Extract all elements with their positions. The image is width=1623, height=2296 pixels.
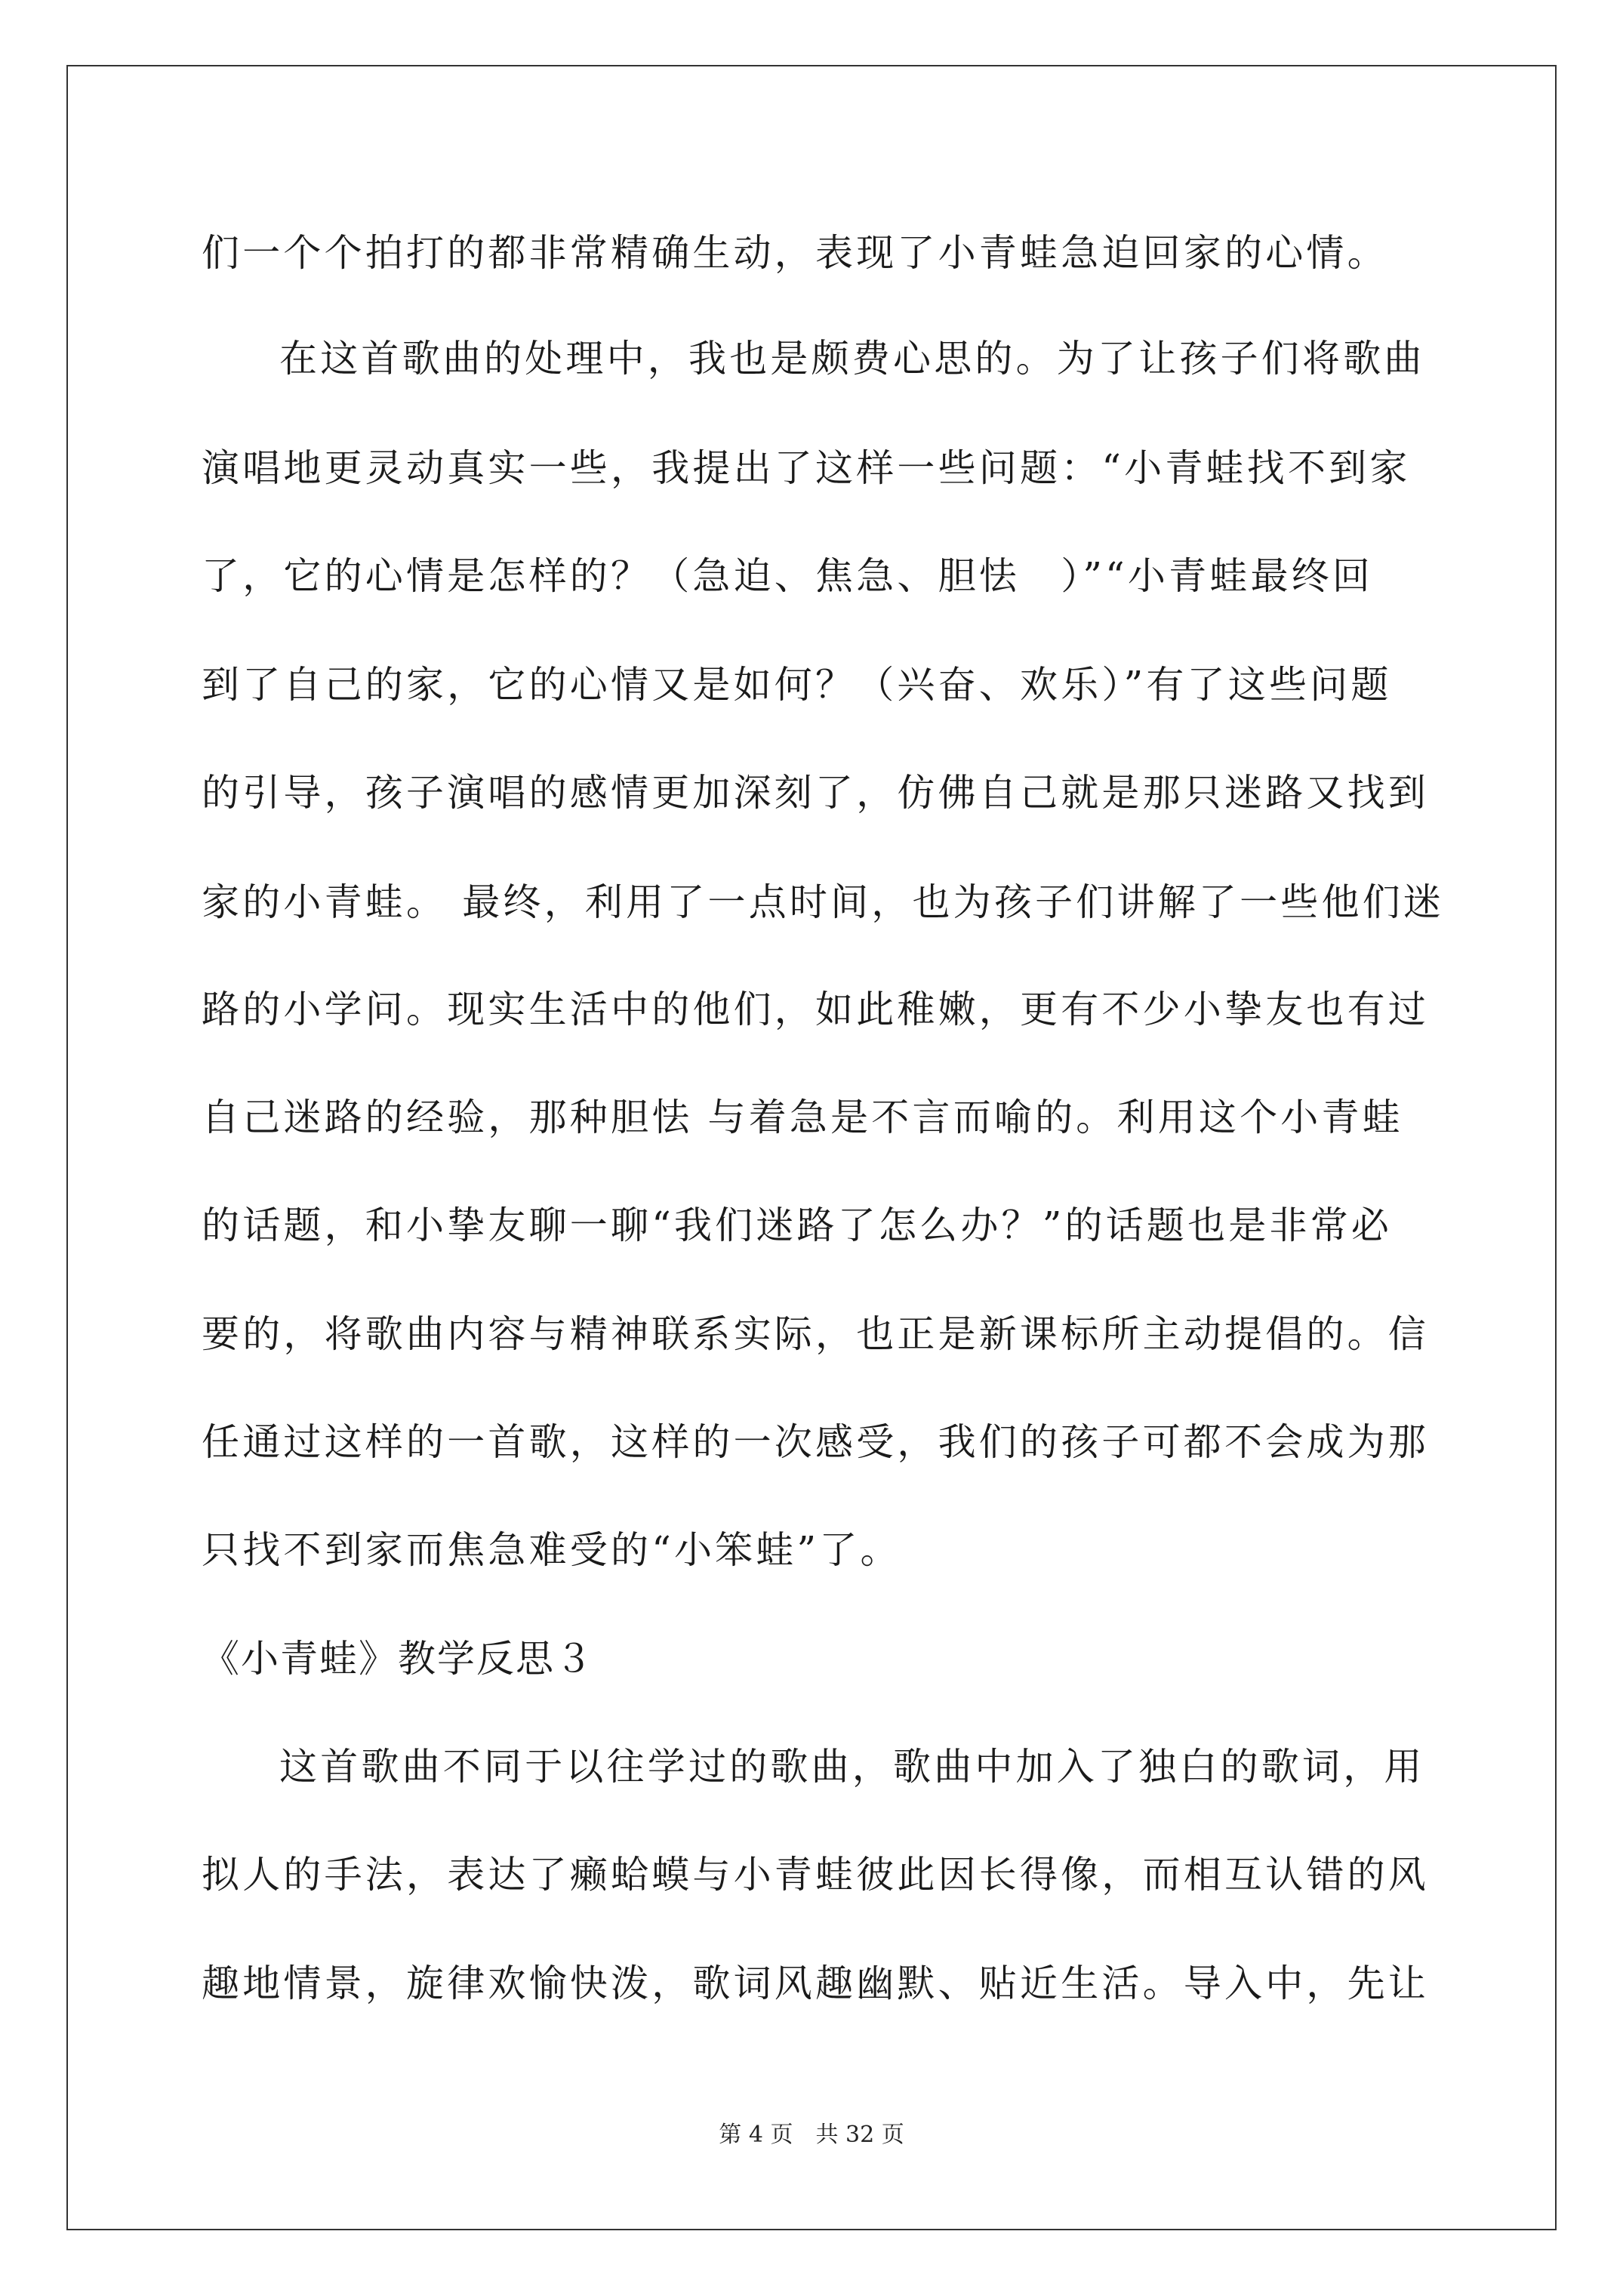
text-line: 的引导，孩子演唱的感情更加深刻了，仿佛自己就是那只迷路又找到	[202, 771, 1429, 815]
text-line: 要的，将歌曲内容与精神联系实际，也正是新课标所主动提倡的。信	[202, 1312, 1429, 1356]
text-line: 自己迷路的经验，那种胆怯 与着急是不言而喻的。利用这个小青蛙	[202, 1096, 1403, 1139]
text-line: 们一个个拍打的都非常精确生动，表现了小青蛙急迫回家的心情。	[202, 231, 1388, 275]
text-line: 演唱地更灵动真实一些，我提出了这样一些问题：“小青蛙找不到家	[202, 446, 1411, 490]
paragraph-start-line: 这首歌曲不同于以往学过的歌曲，歌曲中加入了独白的歌词，用	[279, 1745, 1425, 1789]
paragraph-start-line: 在这首歌曲的处理中，我也是颇费心思的。为了让孩子们将歌曲	[279, 337, 1425, 381]
page-number-footer: 第 4 页 共 32 页	[719, 2122, 904, 2148]
text-line: 了，它的心情是怎样的？（急迫、焦急、胆怯 ）”“小青蛙最终回	[202, 554, 1374, 598]
page-border	[66, 65, 1557, 2230]
text-line: 任通过这样的一首歌，这样的一次感受，我们的孩子可都不会成为那	[202, 1420, 1429, 1464]
text-line: 到了自己的家，它的心情又是如何？（兴奋、欢乐）”有了这些问题	[202, 663, 1392, 707]
section-heading: 《小青蛙》教学反思３	[202, 1637, 594, 1681]
text-line: 的话题，和小挚友聊一聊“我们迷路了怎么办？”的话题也是非常必	[202, 1203, 1393, 1247]
text-line: 路的小学问。现实生活中的他们，如此稚嫩，更有不少小挚友也有过	[202, 988, 1429, 1031]
text-line: 只找不到家而焦急难受的“小笨蛙”了。	[202, 1528, 901, 1572]
text-line: 家的小青蛙。 最终，利用了一点时间，也为孩子们讲解了一些他们迷	[202, 880, 1445, 924]
text-line: 拟人的手法，表达了癞蛤蟆与小青蛙彼此因长得像，而相互认错的风	[202, 1853, 1429, 1897]
text-line: 趣地情景，旋律欢愉快泼，歌词风趣幽默、贴近生活。导入中，先让	[202, 1962, 1429, 2005]
